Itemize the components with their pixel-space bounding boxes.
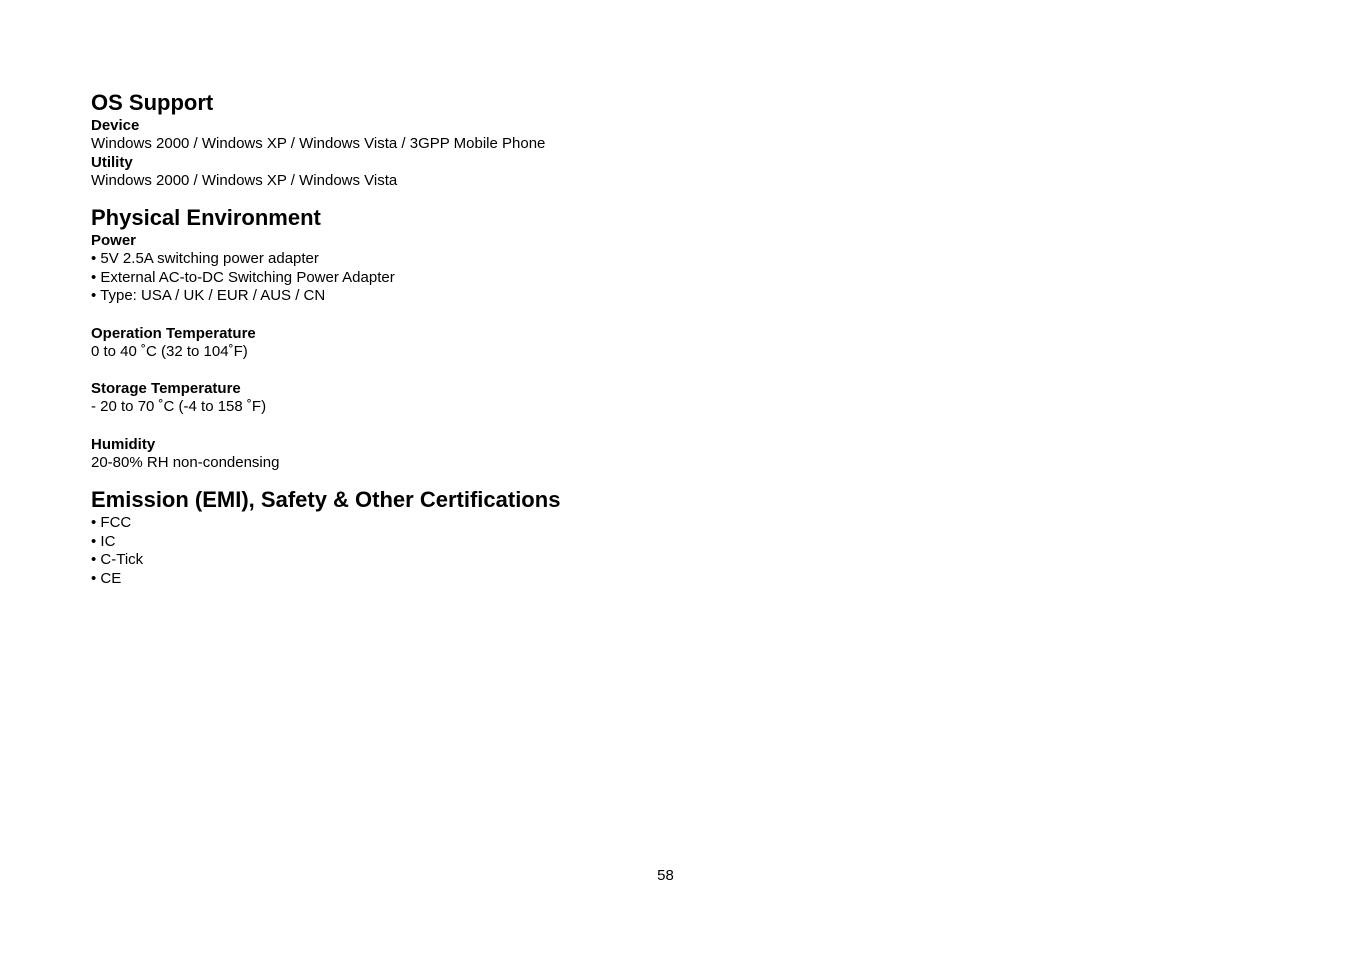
certifications-heading: Emission (EMI), Safety & Other Certifications (91, 487, 561, 512)
humidity-value: 20-80% RH non-condensing (91, 453, 280, 471)
operation-temperature-label: Operation Temperature (91, 324, 256, 342)
document-page (91, 89, 1271, 588)
power-label: Power (91, 232, 137, 249)
device-value: Windows 2000 / Windows XP / Windows Vista / 3GPP Mobile Phone (91, 135, 546, 152)
operation-temperature-value: 0 to 40 ˚C (32 to 104˚F) (91, 342, 248, 360)
certification-item: • CE (91, 569, 122, 587)
utility-value: Windows 2000 / Windows XP / Windows Vista (91, 171, 398, 189)
power-item: • External AC-to-DC Switching Power Adapter (91, 268, 395, 286)
page-number: 58 (657, 867, 674, 884)
physical-environment-heading: Physical Environment (91, 205, 321, 230)
device-label: Device (91, 117, 140, 134)
utility-label: Utility (91, 153, 133, 171)
certification-item: • FCC (91, 514, 132, 531)
power-item: • 5V 2.5A switching power adapter (91, 250, 319, 267)
power-item: • Type: USA / UK / EUR / AUS / CN (91, 287, 326, 304)
storage-temperature-label: Storage Temperature (91, 380, 241, 397)
certification-item: • C-Tick (91, 551, 144, 568)
certification-item: • IC (91, 532, 116, 550)
humidity-label: Humidity (91, 435, 156, 453)
os-support-heading: OS Support (91, 90, 214, 115)
storage-temperature-value: - 20 to 70 ˚C (-4 to 158 ˚F) (91, 398, 267, 415)
